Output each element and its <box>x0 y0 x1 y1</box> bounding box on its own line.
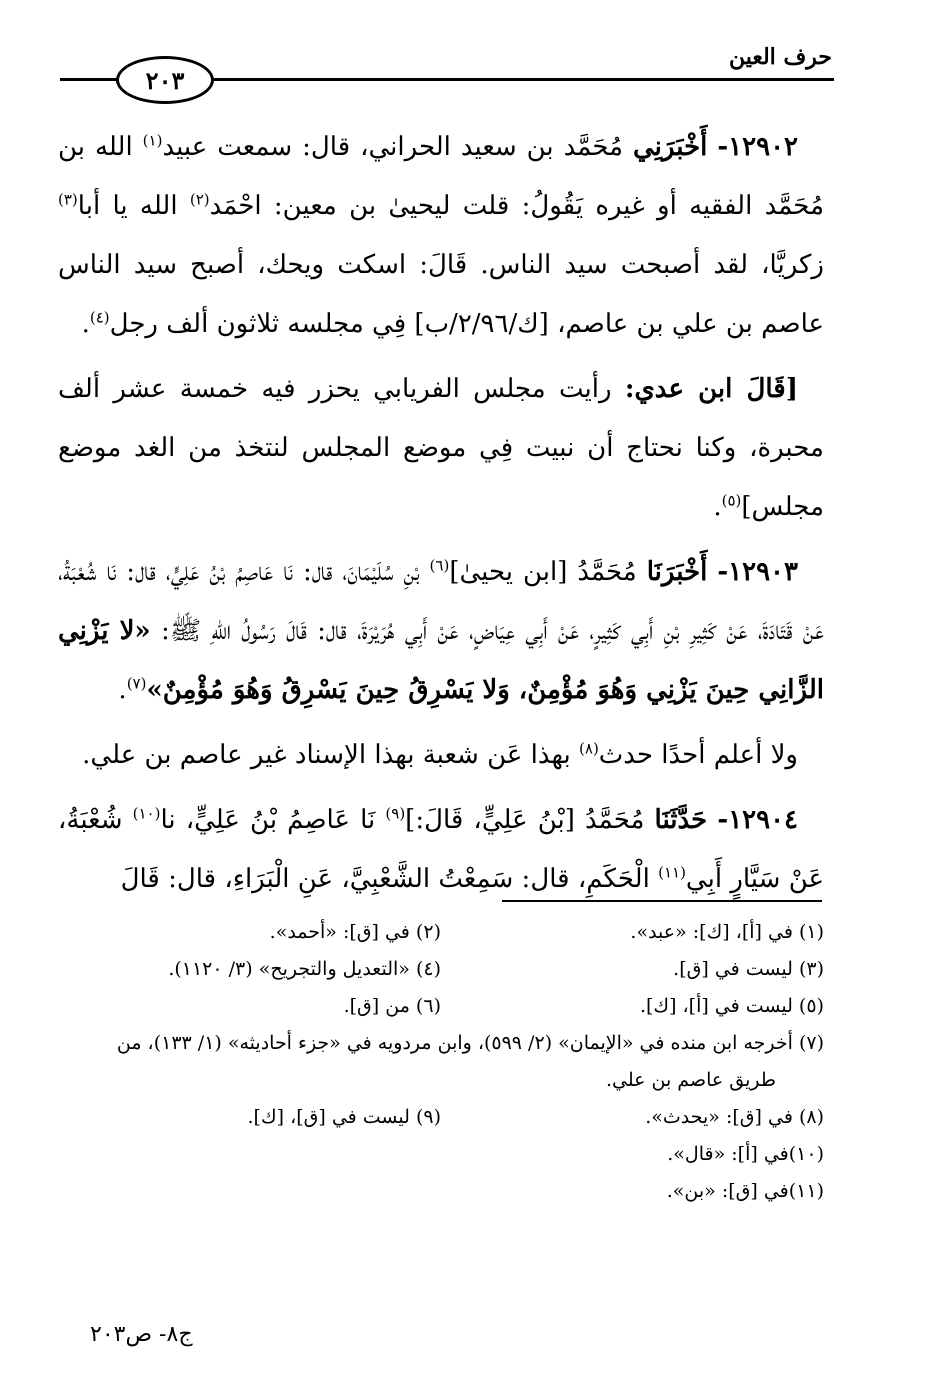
footnote-marker: (٨) <box>579 739 599 758</box>
hadith-number: ١٢٩٠٢- <box>717 132 798 162</box>
paragraph-text: . <box>713 492 722 522</box>
paragraph-text: مُحَمَّدُ [ابن يحيىٰ] <box>449 557 647 587</box>
paragraph-text: الله بن مُحَمَّد الفقيه أو غيره يَقُولُ: قلت ليحيىٰ بن معين: احْمَد <box>58 132 825 221</box>
footnote-7: (٧) أخرجه ابن منده في «الإيمان» (٢/ ٥٩٩)، وابن مردويه في «جزء أحاديثه» (١/ ١٣٣)، من <box>116 1032 824 1054</box>
footnote-marker: (٧) <box>126 674 147 693</box>
paragraph-text: نَا عَاصِمُ بْنُ عَلِيٍّ، نا <box>160 805 386 835</box>
footnote-marker: (١٠) <box>132 804 161 823</box>
volume-page-ref: ج٨- ص٢٠٣ <box>90 1322 193 1347</box>
footnote-2: (٢) في [ق]: «أحمد». <box>269 921 441 943</box>
paragraph-text: مُحَمَّد بن سعيد الحراني، قال: سمعت عبيد <box>162 132 633 162</box>
paragraph-text: الله يا أبا <box>77 191 190 221</box>
footnote-marker: (٦) <box>429 556 450 575</box>
paragraph-text: مُحَمَّدُ [بْنُ عَلِيٍّ، قَالَ:] <box>405 805 655 835</box>
paragraph-12902 <box>58 118 824 354</box>
footnote-9: (٩) ليست في [ق]، [ك]. <box>247 1106 441 1128</box>
paragraph-text: رأيت مجلس الفريابي يحزر فيه خمسة عشر ألف محبرة، وكنا نحتاج أن نبيت فِي موضع المجلس لنتخذ من الغد موضع مجلس] <box>58 374 824 522</box>
footnote-1: (١) في [أ]، [ك]: «عبد». <box>630 921 824 943</box>
footnote-row <box>58 1099 824 1136</box>
paragraph-text: بهذا عَن شعبة بهذا الإسناد غير عاصم بن علي. <box>82 740 580 770</box>
footnote-marker: (٢) <box>189 190 210 209</box>
paragraph-text: شُعْبَةُ، عَنْ سَيَّارٍ أَبِي <box>58 805 824 894</box>
paragraph-ibn-adi <box>58 360 824 537</box>
paragraph-text: الْحَكَمِ، قال: سَمِعْتُ الشَّعْبِيَّ، عَنِ الْبَرَاءِ، قال: قَالَ <box>120 864 659 894</box>
footnote-marker: (١١) <box>658 863 686 882</box>
paragraph-text: . <box>118 675 127 705</box>
footnote-row <box>58 951 824 988</box>
narration-keyword: أَخْبَرَنِي <box>633 132 708 162</box>
footnote-11: (١١)في [ق]: «بن». <box>666 1180 824 1202</box>
narration-keyword: حَدَّثَنَا <box>654 805 708 835</box>
paragraph-12903 <box>58 543 824 720</box>
footnote-row <box>58 988 824 1025</box>
footnote-5: (٥) ليست في [أ]، [ك]. <box>639 995 824 1017</box>
running-head: حرف العين <box>728 44 832 70</box>
footnote-marker: (٣) <box>58 190 78 209</box>
paragraph-text: . <box>81 309 90 339</box>
paragraph-12904 <box>58 791 824 909</box>
main-text <box>58 118 824 915</box>
paragraph-text: بْنِ سُلَيْمَانَ، قال: نَا عَاصِمُ بْنُ عَلِيٍّ، قال: نَا شُعْبَةُ، عَنْ قَتَادَةَ، عَنْ كَثِيرِ بْنِ أَبِي كَثِيرٍ، عَنْ أَبِي عِيَاضٍ، عَنْ أَبِي هُرَيْرَةَ، قال: قَالَ رَسُولُ اللهِ ﷺ: <box>58 557 824 646</box>
footnote-8: (٨) في [ق]: «يحدث». <box>645 1106 824 1128</box>
footnote-marker: (١) <box>142 131 163 150</box>
page-number: ٢٠٣ <box>116 56 214 104</box>
footnote-marker: (٩) <box>385 804 406 823</box>
footnote-7-continued: طريق عاصم بن علي. <box>605 1069 776 1091</box>
footnote-row <box>58 914 824 951</box>
footnote-3: (٣) ليست في [ق]. <box>673 958 824 980</box>
hadith-number: ١٢٩٠٤- <box>717 805 799 835</box>
footnote-separator <box>502 900 822 902</box>
footnote-marker: (٥) <box>721 491 742 510</box>
hadith-number: ١٢٩٠٣- <box>717 557 798 587</box>
paragraph-text: زكريَّا، لقد أصبحت سيد الناس. قَالَ: اسكت ويحك، أصبح سيد الناس عاصم بن علي بن عاصم، [ك/٢/٩٦/ب] فِي مجلسه ثلاثون ألف رجل <box>58 250 824 339</box>
narration-keyword: [قَالَ ابن عدي: <box>624 374 798 404</box>
hadith-text: «لا يَزْنِي الزَّانِي حِينَ يَزْنِي وَهُوَ مُؤْمِنٌ، وَلا يَسْرِقُ حِينَ يَسْرِقُ وَهُوَ مُؤْمِنٌ» <box>58 616 824 705</box>
footnote-marker: (٤) <box>89 308 110 327</box>
narration-keyword: أَخْبَرَنَا <box>646 557 708 587</box>
paragraph-text: ولا أعلم أحدًا حدث <box>598 740 798 770</box>
footnote-4: (٤) «التعديل والتجريح» (٣/ ١١٢٠). <box>168 958 441 980</box>
paragraph-note <box>58 726 824 785</box>
footnote-6: (٦) من [ق]. <box>343 995 441 1017</box>
footnote-10: (١٠)في [أ]: «قال». <box>667 1143 824 1165</box>
footnotes <box>58 914 824 1210</box>
page-header <box>0 0 932 110</box>
